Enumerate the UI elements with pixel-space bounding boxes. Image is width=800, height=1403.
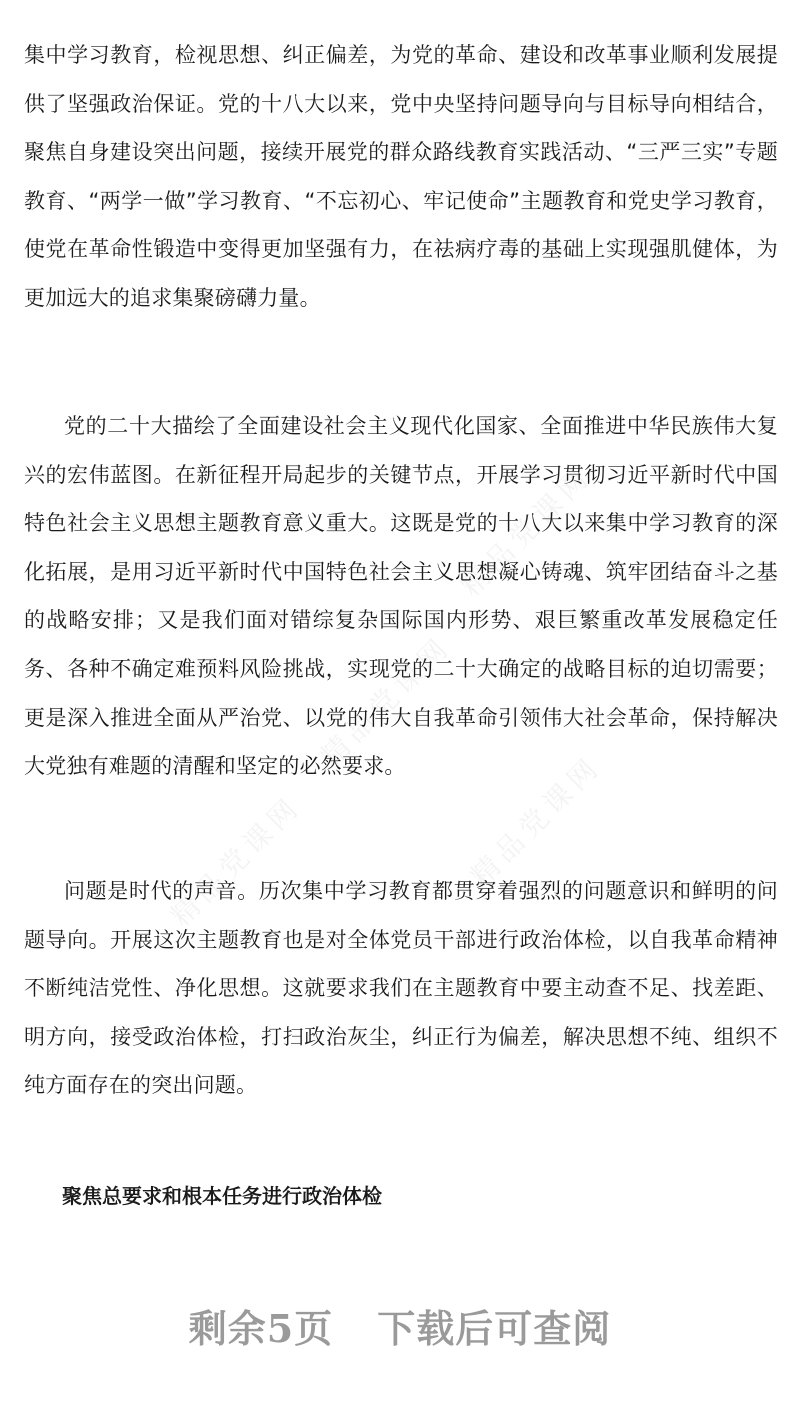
body-paragraph-2: 党的二十大描绘了全面建设社会主义现代化国家、全面推进中华民族伟大复兴的宏伟蓝图。在新征程开局起步的关键节点，开展学习贯彻习近平新时代中国特色社会主义思想主题教育意义重大。这既是党的十八大以来集中学习教育的深化拓展，是用习近平新时代中国特色社会主义思想凝心铸魂、筑牢团结奋斗之基的战略安排；又是我们面对错综复杂国际国内形势、艰巨繁重改革发展稳定任务、各种不确定难预料风险挑战，实现党的二十大确定的战略目标的迫切需要；更是深入推进全面从严治党、以党的伟大自我革命引领伟大社会革命，保持解决大党独有难题的清醒和坚定的必然要求。 bbox=[24, 414, 778, 779]
watermark-text: 精品党课网 bbox=[314, 629, 458, 773]
body-paragraph-3: 问题是时代的声音。历次集中学习教育都贯穿着强烈的问题意识和鲜明的问题导向。开展这次主题教育也是对全体党员干部进行政治体检，以自我革命精神不断纯洁党性、净化思想。这就要求我们在主题教育中要主动查不足、找差距、明方向，接受政治体检，打扫政治灰尘，纠正行为偏差，解决思想不纯、组织不纯方面存在的突出问题。 bbox=[24, 879, 778, 1098]
remaining-pages-label: 剩余5页 bbox=[188, 1306, 334, 1351]
download-banner[interactable] bbox=[0, 1298, 800, 1353]
watermark-text: 精品党课网 bbox=[454, 459, 598, 603]
download-hint-label: 下载后可查阅 bbox=[377, 1306, 612, 1351]
section-heading: 聚焦总要求和根本任务进行政治体检 bbox=[62, 1184, 382, 1208]
watermark-text: 精品党课网 bbox=[164, 789, 308, 933]
body-paragraph-1: 集中学习教育，检视思想、纠正偏差，为党的革命、建设和改革事业顺利发展提供了坚强政治保证。党的十八大以来，党中央坚持问题导向与目标导向相结合，聚焦自身建设突出问题，接续开展党的群众路线教育实践活动、“三严三实”专题教育、“两学一做”学习教育、“不忘初心、牢记使命”主题教育和党史学习教育，使党在革命性锻造中变得更加坚强有力，在祛病疗毒的基础上实现强肌健体，为更加远大的追求集聚磅礴力量。 bbox=[24, 43, 778, 310]
watermark-text: 精品党课网 bbox=[464, 749, 608, 893]
